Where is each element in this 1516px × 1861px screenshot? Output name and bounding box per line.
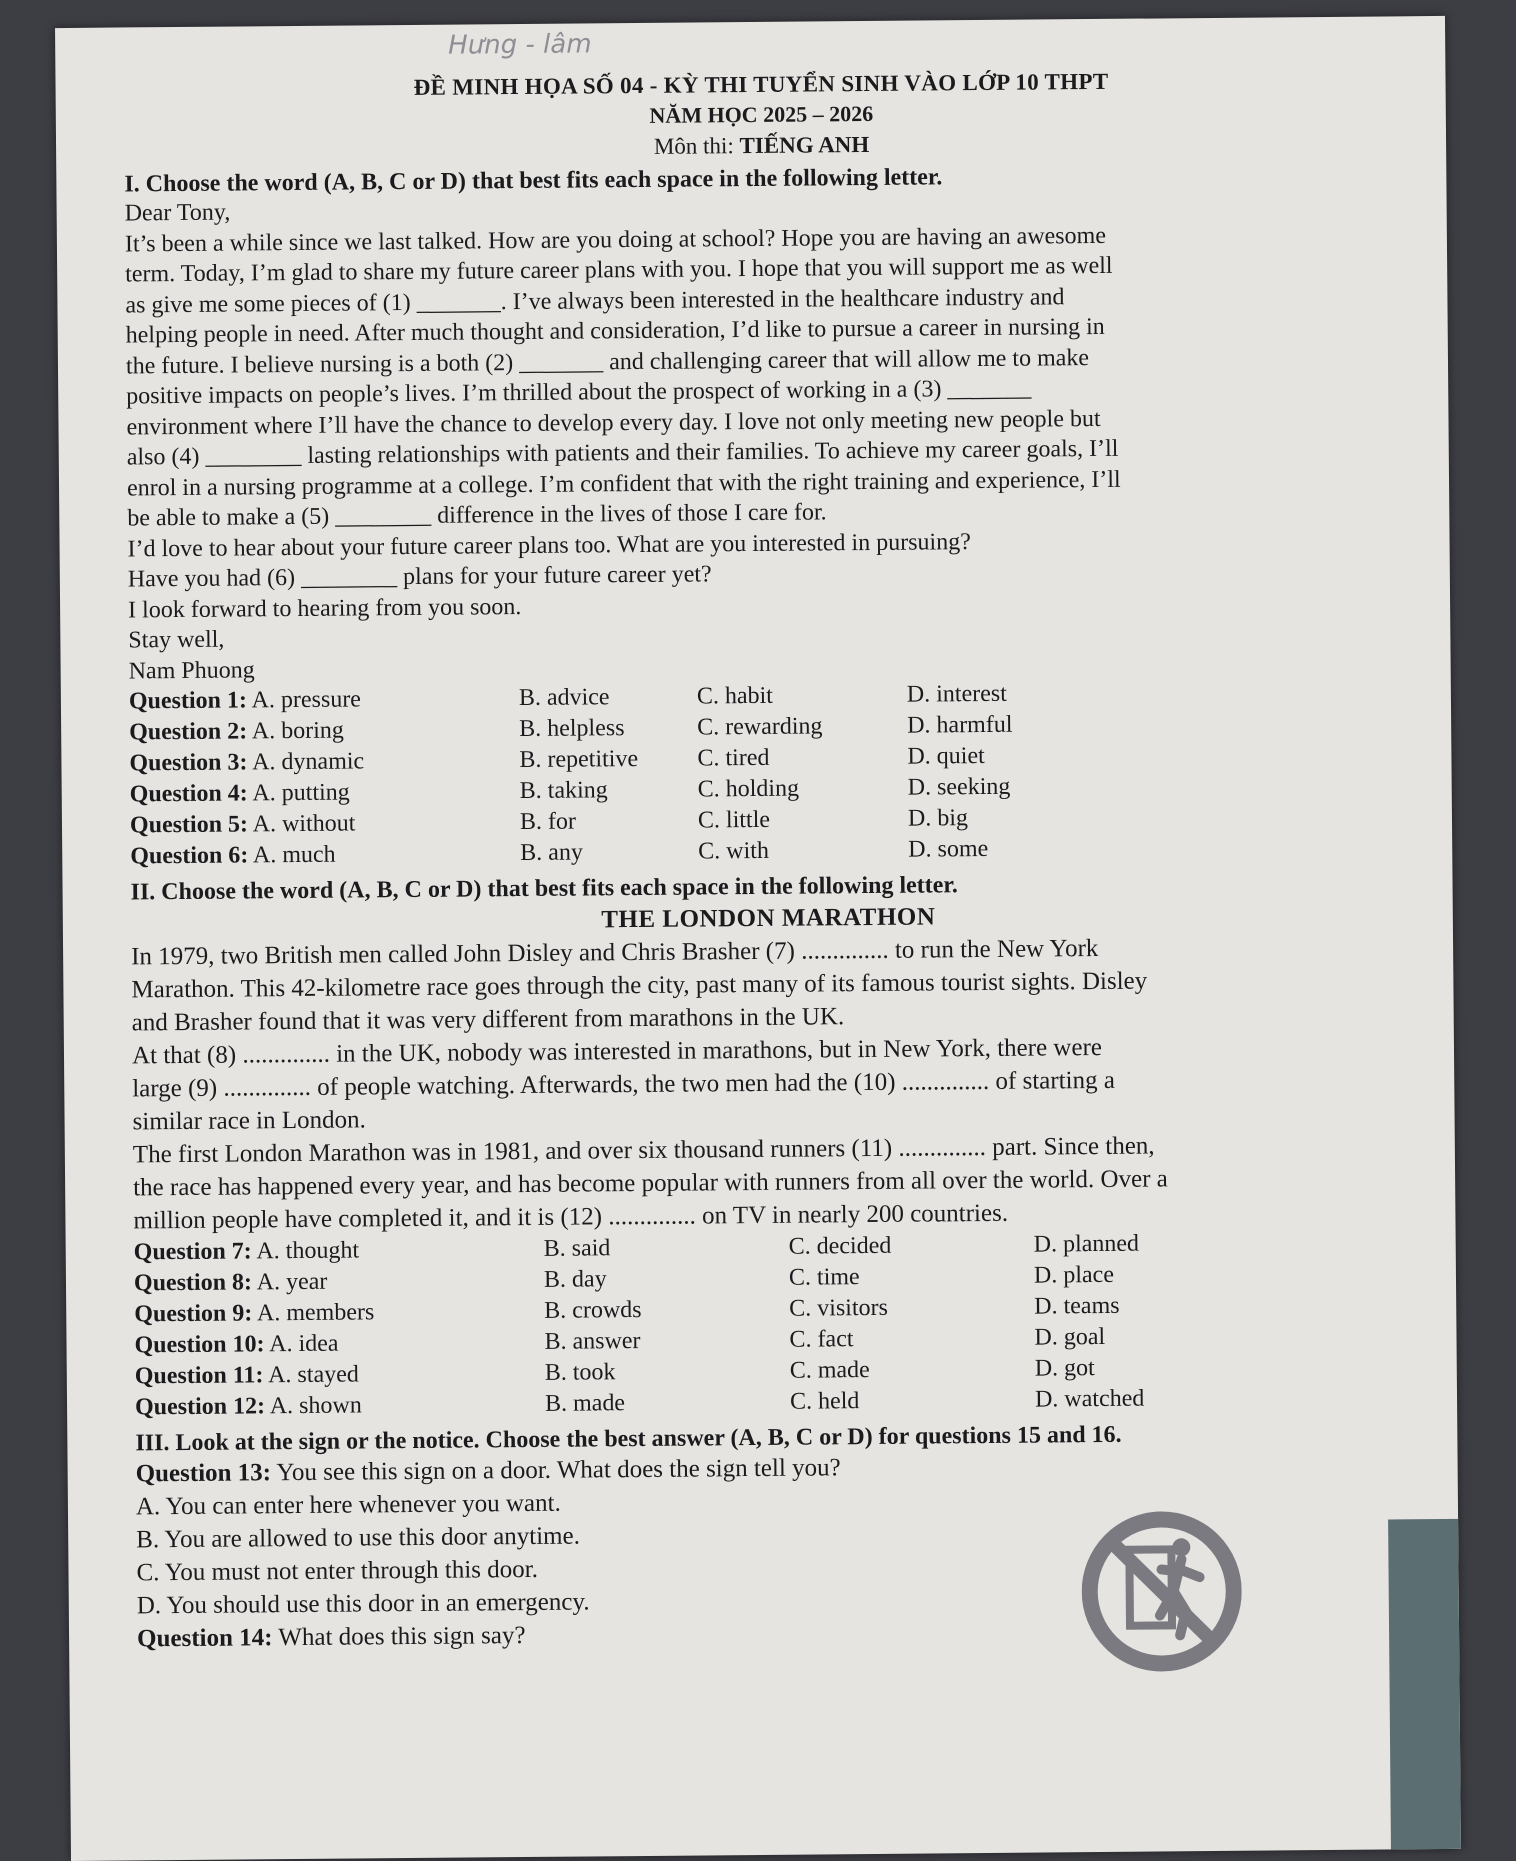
option-b: B. answer — [544, 1328, 641, 1355]
letter-line: Dear Tony, — [124, 199, 231, 227]
option-c: C. fact — [789, 1326, 854, 1353]
subject-name: TIẾNG ANH — [739, 131, 870, 159]
option-c: C. holding — [697, 775, 800, 803]
option-c: C. decided — [788, 1232, 892, 1260]
passage-title: THE LONDON MARATHON — [601, 903, 936, 934]
letter-line: Nam Phuong — [128, 656, 255, 684]
passage-line: similar race in London. — [132, 1106, 366, 1136]
exam-content — [123, 16, 1412, 1655]
passage-line: Marathon. This 42-kilometre race goes through the city, past many of its famous tourist sights. Disley — [131, 967, 1148, 1004]
letter-line: I’d love to hear about your future career plans too. What are you interested in pursuing? — [127, 528, 971, 562]
option-d: D. planned — [1033, 1230, 1140, 1258]
letter-line: be able to make a (5) ________ difference in the lives of those I care for. — [127, 499, 827, 532]
option-b: B. taking — [519, 777, 608, 805]
letter-text — [125, 187, 1404, 686]
option-b: B. repetitive — [519, 746, 639, 774]
option-c: C. held — [789, 1388, 860, 1415]
option-b: B. helpless — [519, 715, 625, 743]
letter-line: as give me some pieces of (1) _______. I’ve always been interested in the healthcare industry and — [125, 283, 1065, 318]
passage-text — [131, 929, 1409, 1237]
option-a: A. dynamic — [252, 748, 365, 776]
handwritten-note: Hưng - lâm — [448, 29, 592, 61]
option-a: A. idea — [269, 1330, 339, 1358]
letter-line: helping people in need. After much thought and consideration, I’d like to pursue a career in nursing in — [125, 313, 1105, 349]
option-c: C. made — [789, 1357, 870, 1384]
exam-paper — [55, 16, 1461, 1861]
letter-line: Have you had (6) ________ plans for your future career yet? — [127, 561, 712, 593]
option-b: B. made — [544, 1390, 626, 1417]
letter-line: the future. I believe nursing is a both (2) _______ and challenging career that will allow me to make — [125, 344, 1090, 379]
option-d: D. harmful — [907, 711, 1013, 739]
option-c: C. visitors — [789, 1294, 889, 1322]
no-entry-door-icon — [1081, 1511, 1242, 1672]
part2-questions — [134, 1226, 1411, 1423]
option-a: A. You can enter here whenever you want. — [135, 1489, 561, 1521]
option-a: A. without — [252, 810, 356, 838]
option-b: B. for — [519, 808, 577, 836]
question-label: Question 1: — [128, 687, 248, 715]
option-a: A. pressure — [251, 686, 362, 714]
option-a: A. year — [256, 1268, 328, 1296]
passage-line: In 1979, two British men called John Disley and Chris Brasher (7) .............. to run the New York — [131, 934, 1099, 971]
passage-line: million people have completed it, and it is (12) .............. on TV in nearly 200 countries. — [133, 1199, 1009, 1235]
question-label: Question 3: — [129, 749, 248, 777]
option-b: B. advice — [518, 684, 610, 712]
letter-line: environment where I’ll have the chance to develop every day. I love not only meeting new people but — [126, 405, 1101, 440]
option-b: B. day — [543, 1266, 607, 1293]
school-year: NĂM HỌC 2025 – 2026 — [649, 100, 874, 128]
question-label: Question 4: — [129, 780, 248, 808]
question-label: Question 12: — [134, 1393, 266, 1421]
exam-title: ĐỀ MINH HỌA SỐ 04 - KỲ THI TUYỂN SINH VÀO LỚP 10 THPT — [413, 68, 1109, 100]
question-text: You see this sign on a door. What does the sign tell you? — [270, 1454, 841, 1487]
subject-line — [124, 127, 1399, 164]
option-b: B. crowds — [544, 1296, 642, 1324]
option-c: C. tired — [697, 744, 770, 772]
question-label: Question 8: — [133, 1269, 253, 1297]
passage-line: the race has happened every year, and has become popular with runners from all over the world. Over a — [133, 1165, 1168, 1202]
option-a: A. shown — [269, 1392, 362, 1420]
question-label: Question 9: — [134, 1300, 253, 1328]
letter-line: Stay well, — [128, 626, 225, 654]
option-a: A. much — [252, 841, 336, 869]
letter-line: I look forward to hearing from you soon. — [127, 593, 522, 623]
option-d: D. watched — [1034, 1385, 1145, 1413]
question-label: Question 5: — [129, 811, 249, 839]
option-b: B. took — [544, 1359, 616, 1386]
passage-line: large (9) .............. of people watching. Afterwards, the two men had the (10) .............. of starting a — [132, 1066, 1115, 1103]
question-label: Question 13: — [135, 1459, 272, 1488]
option-c: C. little — [697, 806, 771, 834]
question-label: Question 6: — [130, 842, 249, 870]
option-c: C. You must not enter through this door. — [136, 1555, 539, 1587]
option-a: A. thought — [256, 1237, 360, 1265]
passage-line: and Brasher found that it was very different from marathons in the UK. — [131, 1003, 845, 1037]
option-d: D. goal — [1034, 1323, 1106, 1351]
question-label: Question 10: — [134, 1331, 265, 1359]
option-b: B. said — [543, 1235, 611, 1262]
passage-line: At that (8) .............. in the UK, nobody was interested in marathons, but in New York, there were — [131, 1033, 1103, 1070]
option-d: D. big — [907, 805, 969, 832]
option-a: A. members — [256, 1299, 375, 1327]
part3-heading: III. Look at the sign or the notice. Choose the best answer (A, B, C or D) for questions 15 and 16. — [135, 1421, 1122, 1457]
question-text: What does this sign say? — [272, 1622, 526, 1652]
option-d: D. got — [1034, 1355, 1095, 1382]
part1-questions — [129, 675, 1406, 872]
option-c: C. time — [788, 1264, 860, 1291]
option-d: D. interest — [906, 680, 1007, 708]
option-d: D. some — [908, 835, 989, 863]
passage-line: The first London Marathon was in 1981, and over six thousand runners (11) .............. part. Since then, — [132, 1132, 1155, 1169]
question-label: Question 2: — [129, 718, 248, 746]
question-label: Question 14: — [136, 1624, 273, 1653]
option-b: B. any — [520, 839, 584, 867]
question-label: Question 7: — [133, 1238, 252, 1266]
option-d: D. place — [1033, 1261, 1115, 1289]
option-c: C. habit — [696, 682, 773, 710]
letter-line: It’s been a while since we last talked. How are you doing at school? Hope you are having an awesome — [124, 222, 1107, 257]
question-label: Question 11: — [134, 1362, 264, 1390]
option-d: D. You should use this door in an emergency. — [136, 1588, 590, 1620]
option-d: D. quiet — [907, 742, 985, 770]
option-a: A. boring — [251, 717, 344, 745]
part1-heading: I. Choose the word (A, B, C or D) that best fits each space in the following letter. — [124, 164, 943, 198]
option-c: C. with — [698, 837, 770, 865]
part2-heading: II. Choose the word (A, B, C or D) that best fits each space in the following letter. — [130, 872, 958, 906]
letter-line: positive impacts on people’s lives. I’m thrilled about the prospect of working in a (3) _______ — [126, 375, 1032, 410]
letter-line: also (4) ________ lasting relationships with patients and their families. To achieve my career goals, I’ll — [126, 435, 1119, 471]
option-d: D. teams — [1034, 1292, 1120, 1320]
option-b: B. You are allowed to use this door anytime. — [136, 1522, 581, 1554]
option-a: A. stayed — [268, 1361, 359, 1389]
option-a: A. putting — [252, 779, 350, 807]
option-d: D. seeking — [907, 773, 1011, 801]
letter-line: term. Today, I’m glad to share my future career plans with you. I hope that you will support me as well — [125, 252, 1113, 288]
option-c: C. rewarding — [697, 713, 823, 741]
subject-prefix: Môn thi: — [653, 133, 740, 159]
letter-line: enrol in a nursing programme at a college. I’m confident that with the right training and experience, I’ll — [126, 466, 1121, 501]
